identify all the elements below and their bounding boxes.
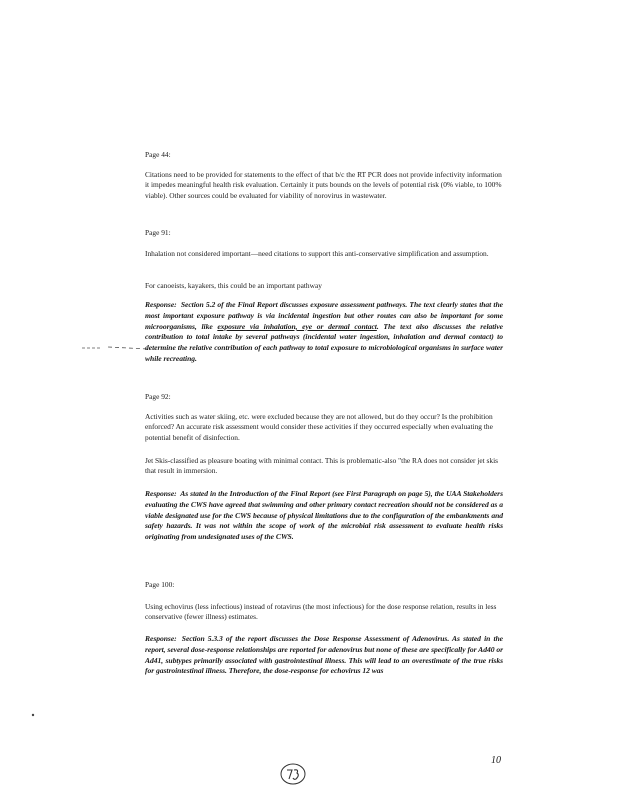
section-label-page-100: Page 100:	[145, 580, 175, 589]
handwritten-stamp-73	[279, 762, 307, 786]
response-text-part-2: . The text also discusses the relative contribution to total intake by several pathways (incidental water ingestion, inhalation and dermal contact) to determine the relative contribution of each pathway to total exposure to microbiological organisms in surface water while recreating.	[145, 321, 504, 363]
response-label: Response:	[145, 489, 177, 498]
page-number: 10	[491, 755, 501, 766]
page-92-response	[145, 489, 503, 543]
page-91-comment-inhalation: Inhalation not considered important—need citations to support this anti-conservative simplification and assumption.	[145, 249, 489, 258]
page-92-comment-jet-skis: Jet Skis-classified as pleasure boating with minimal contact. This is problematic-also "the RA does not consider jet skis that result in immersion.	[145, 456, 499, 476]
response-label: Response:	[145, 300, 177, 309]
page-100-comment: Using echovirus (less infectious) instead of rotavirus (the most infectious) for the dose response relation, results in less conservative (fewer illness) estimates.	[145, 602, 497, 622]
page-100-response	[145, 634, 503, 677]
response-text: Section 5.3.3 of the report discusses the Dose Response Assessment of Adenovirus. As stated in the report, several dose-response relationships are reported for adenovirus but none of these are specifically for Ad40 or Ad41, subtypes primarily associated with gastrointestinal illness. This will lead to an overestimate of the true risks for gastrointestinal illness. Therefore, the dose-response for echovirus 12 was	[145, 634, 503, 676]
response-text-underlined: exposure via inhalation, eye or dermal contact	[217, 321, 377, 331]
scan-speck	[28, 710, 38, 720]
scan-dash-artifact	[82, 340, 152, 354]
page-92-comment-activities: Activities such as water skiing, etc. were excluded because they are not allowed, but do they occur? Is the prohibition enforced? An accurate risk assessment would consider these activities if they occurred especially when evaluating the potential benefit of disinfection.	[145, 412, 493, 442]
response-text: As stated in the Introduction of the Final Report (see First Paragraph on page 5), the UAA Stakeholders evaluating the CWS have agreed that swimming and other primary contact recreation should not be considered as a viable designated use for the CWS because of physical limitations due to the configuration of the embankments and safety hazards. It was not within the scope of work of the microbial risk assessment to evaluate health risks originating from undesignated uses of the CWS.	[145, 489, 503, 542]
page-91-response	[145, 300, 503, 365]
section-label-page-91: Page 91:	[145, 228, 171, 237]
response-text-part-1: Section 5.2 of the Final Report discusses exposure assessment pathways. The text clearly states that the most important exposure pathway is via incidental ingestion but other routes can also be important for some microorganisms, like	[145, 300, 503, 331]
page-91-comment-canoeists: For canoeists, kayakers, this could be an important pathway	[145, 281, 322, 290]
section-label-page-44: Page 44:	[145, 150, 171, 159]
section-label-page-92: Page 92:	[145, 392, 171, 401]
page-44-comment: Citations need to be provided for statements to the effect of that b/c the RT PCR does not provide infectivity information it impedes meaningful health risk evaluation. Certainly it puts bounds on the levels of potential risk (0% viable, to 100% viable). Other sources could be evaluated for viability of norovirus in wastewater.	[145, 170, 502, 200]
response-label: Response:	[145, 634, 177, 643]
